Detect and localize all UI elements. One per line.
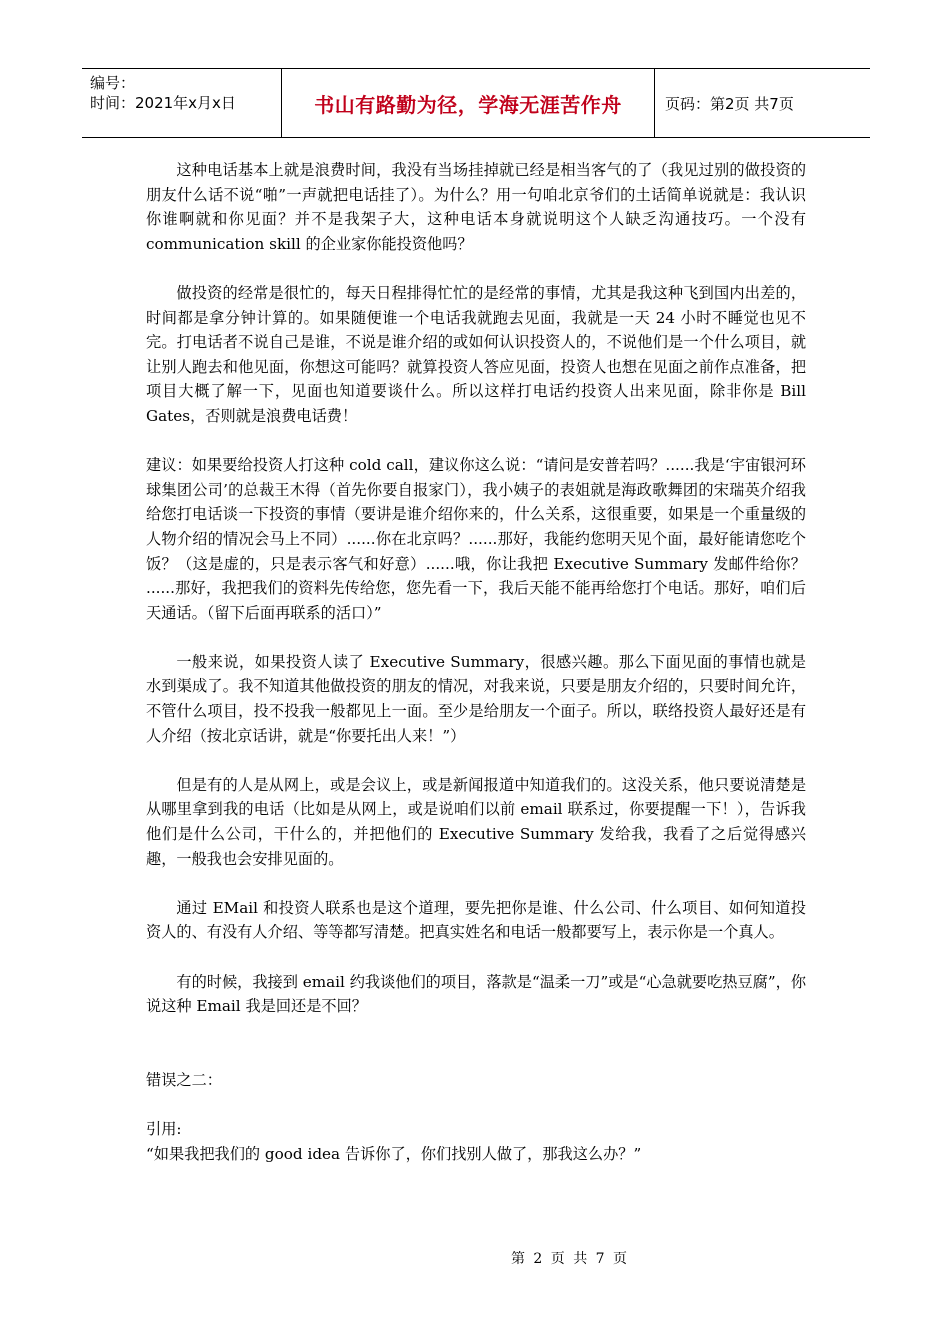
quote-label: 引用: <box>146 1119 182 1138</box>
header-meta <box>82 69 282 137</box>
footer-page-number: 第 2 页 共 7 页 <box>510 1251 630 1267</box>
page-footer <box>0 1248 950 1268</box>
paragraph-3-suggestion: 建议：如果要给投资人打这种 cold call，建议你这么说：“请问是安普若吗？......我是‘宇宙银河环球集团公司’的总裁王木得（首先你要自报家门），我小姨子的表姐就是海政歌舞团的宋瑞英介绍我给您打电话谈一下投资的事情（要讲是谁介绍你来的，什么关系，这很重要，如果是一个重量级的人物介绍的情况会马上不同）......你在北京吗？......那好，我能约您明天见个面，最好能请您吃个饭？（这是虚的，只是表示客气和好意）......哦，你让我把 Executive Summary 发邮件给你？ ......那好，我把我们的资料先传给您，您先看一下，我后天能不能再给您打个电话。那好，咱们后天通话。（留下后面再联系的活口）” <box>146 456 806 622</box>
paragraph-2: 做投资的经常是很忙的，每天日程排得忙忙的是经常的事情，尤其是我这种飞到国内出差的，时间都是拿分钟计算的。如果随便谁一个电话我就跑去见面，我就是一天 24 小时不睡觉也见不完。打电话者不说自己是谁，不说是谁介绍的或如何认识投资人的，不说他们是一个什么项目，就让别人跑去和他见面，你想这可能吗？就算投资人答应见面，投资人也想在见面之前作点准备，把项目大概了解一下，见面也知道要谈什么。所以这样打电话约投资人出来见面，除非你是 Bill Gates，否则就是浪费电话费！ <box>146 283 806 425</box>
quote-text: “如果我把我们的 good idea 告诉你了，你们找别人做了，那我这么办？” <box>146 1144 642 1163</box>
header-page-info: 页码：第2页 共7页 <box>665 94 794 113</box>
paragraph-7: 有的时候，我接到 email 约我谈他们的项目，落款是“温柔一刀”或是“心急就要吃热豆腐”，你说这种 Email 我是回还是不回？ <box>146 972 807 1016</box>
paragraph-4: 一般来说，如果投资人读了 Executive Summary，很感兴趣。那么下面见面的事情也就是水到渠成了。我不知道其他做投资的朋友的情况，对我来说，只要是朋友介绍的，只要时间允许，不管什么项目，投不投我一般都见上一面。至少是给朋友一个面子。所以，联络投资人最好还是有人介绍（按北京话讲，就是“你要托出人来！”） <box>146 652 806 745</box>
paragraph-5: 但是有的人是从网上，或是会议上，或是新闻报道中知道我们的。这没关系，他只要说清楚是从哪里拿到我的电话（比如是从网上，或是说咱们以前 email 联系过，你要提醒一下！），告诉我他们是什么公司，干什么的，并把他们的 Executive Summary 发给我，我看了之后觉得感兴趣，一般我也会安排见面的。 <box>146 775 806 868</box>
header-date-label: 时间：2021年x月x日 <box>90 94 236 112</box>
document-body <box>146 158 806 1166</box>
paragraph-6: 通过 EMail 和投资人联系也是这个道理，要先把你是谁、什么公司、什么项目、如何知道投资人的、有没有人介绍、等等都写清楚。把真实姓名和电话一般都要写上，表示你是一个真人。 <box>146 898 806 942</box>
header-motto: 书山有路勤为径，学海无涯苦作舟 <box>282 69 655 137</box>
paragraph-1: 这种电话基本上就是浪费时间，我没有当场挂掉就已经是相当客气的了（我见过别的做投资的朋友什么话不说“啪”一声就把电话挂了）。为什么？用一句咱北京爷们的土话简单说就是：我认识你谁啊就和你见面？并不是我架子大，这种电话本身就说明这个人缺乏沟通技巧。一个没有 communication skill 的企业家你能投资他吗？ <box>146 161 806 253</box>
section-heading-mistake-2: 错误之二： <box>146 1070 222 1089</box>
page-header <box>82 68 870 138</box>
header-number-label: 编号： <box>90 74 136 92</box>
